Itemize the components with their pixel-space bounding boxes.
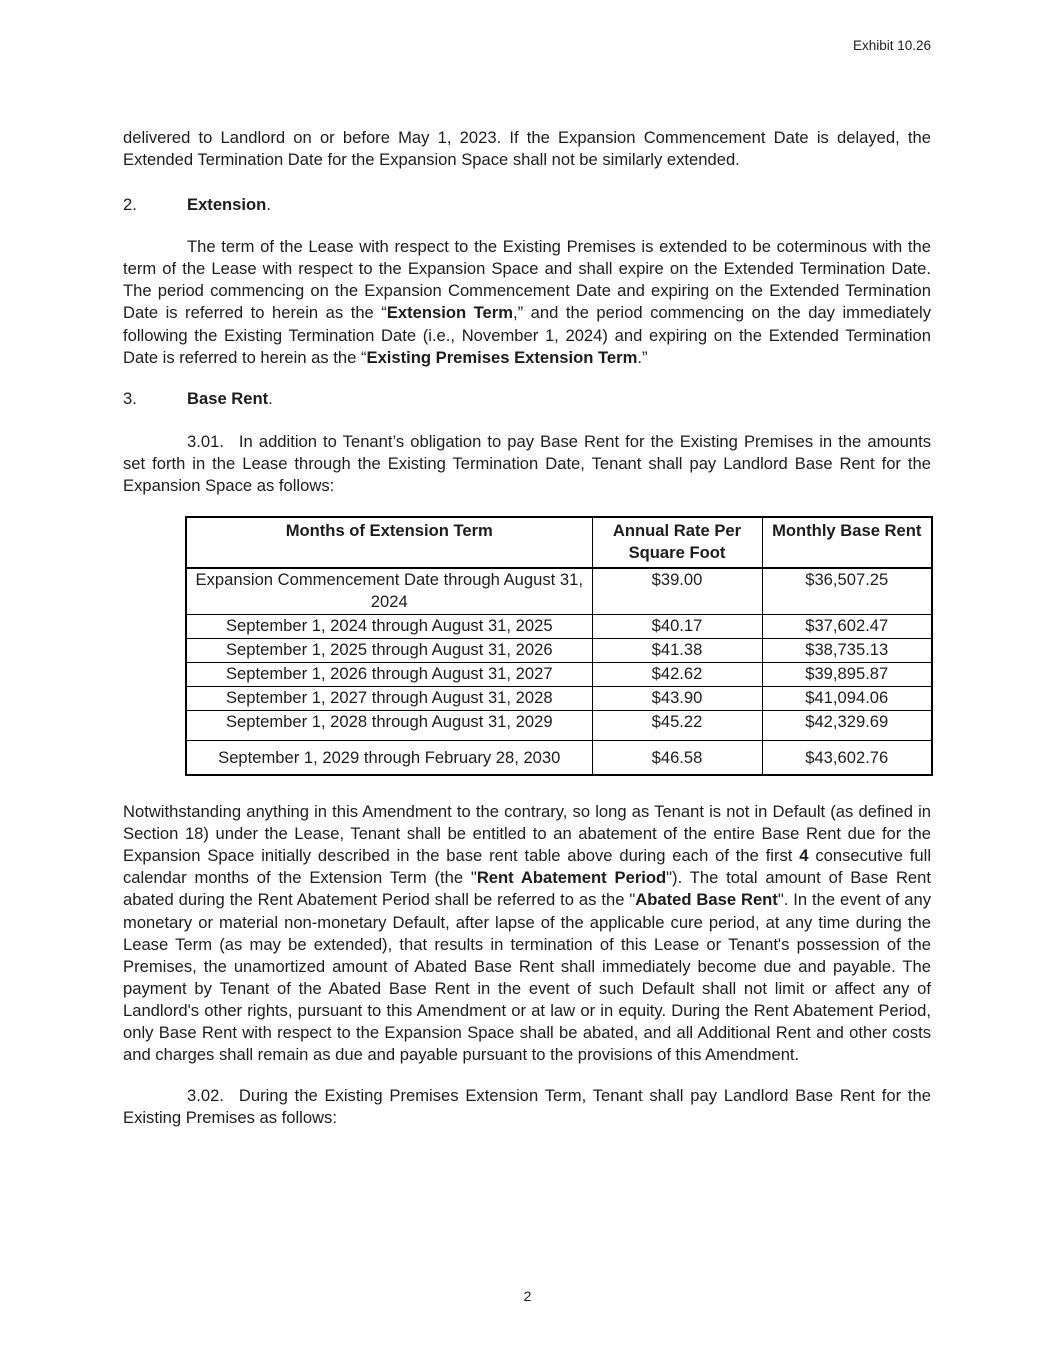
rent-table-header-row [186, 517, 932, 568]
cell-rate: $43.90 [592, 687, 762, 711]
text-run-bold: Abated Base Rent [635, 890, 778, 910]
header-monthly-base-rent: Monthly Base Rent [762, 517, 932, 568]
header-months-of-extension-term: Months of Extension Term [186, 517, 592, 568]
section-title: Extension [187, 195, 267, 215]
cell-rate: $41.38 [592, 639, 762, 663]
paragraph-extension-body [123, 236, 931, 369]
paragraph-3-02 [123, 1085, 931, 1129]
text-run-bold: Existing Premises Extension Term [366, 347, 638, 367]
paragraph-3-01-text: In addition to Tenant’s obligation to pay Base Rent for the Existing Premises in the amounts set forth in the Lease through the Existing Termination Date, Tenant shall pay Landlord Base Rent for the Expansion Space as follows: [123, 431, 931, 495]
table-row [186, 663, 932, 687]
text-run: ,” and the period commencing on the day immediately following the Existing Termination Date (i.e., November 1, 2024) and expiring on the Extended Termination Date is referred to herein as the “ [123, 303, 932, 367]
cell-rate: $45.22 [592, 711, 762, 741]
paragraph-3-01 [123, 431, 931, 497]
cell-rate: $42.62 [592, 663, 762, 687]
text-run: ". In the event of any monetary or material non-monetary Default, after lapse of the applicable cure period, at any time during the Lease Term (as may be extended), that results in termination of this Lease or Tenant's possession of the Premises, the unamortized amount of Abated Base Rent shall immediately become due and payable. The payment by Tenant of the Abated Base Rent in the event of such Default shall not limit or affect any of Landlord's other rights, pursuant to this Amendment or at law or in equity. During the Rent Abatement Period, only Base Rent with respect to the Expansion Space shall be abated, and all Additional Rent and other costs and charges shall remain as due and payable pursuant to the provisions of this Amendment. [123, 890, 931, 1065]
paragraph-rent-abatement [123, 801, 931, 1066]
text-run-bold: Rent Abatement Period [476, 868, 667, 888]
text-run: .” [637, 347, 648, 367]
page-number: 2 [523, 1288, 532, 1304]
exhibit-label: Exhibit 10.26 [852, 38, 931, 53]
cell-rate: $46.58 [592, 741, 762, 776]
cell-months: September 1, 2024 through August 31, 2025 [186, 615, 592, 639]
cell-monthly: $39,895.87 [762, 663, 932, 687]
text-run: The term of the Lease with respect to the Existing Premises is extended to be coterminous with the term of the Lease with respect to the Expansion Space and shall expire on the Extended Termination Date. The period commencing on the Expansion Commencement Date and expiring on the Extended Termination Date is referred to herein as the “ [123, 237, 931, 323]
section-heading-base-rent [123, 388, 931, 410]
cell-monthly: $42,329.69 [762, 711, 932, 741]
paragraph-intro [123, 127, 931, 171]
text-run: consecutive full calendar months of the Extension Term (the " [123, 846, 932, 888]
cell-months: September 1, 2025 through August 31, 2026 [186, 639, 592, 663]
section-suffix: . [268, 388, 273, 408]
section-number: 3. [123, 388, 137, 408]
cell-months: September 1, 2026 through August 31, 2027 [186, 663, 592, 687]
paragraph-3-02-text: During the Existing Premises Extension Term, Tenant shall pay Landlord Base Rent for the Existing Premises as follows: [123, 1086, 931, 1128]
text-run: "). The total amount of Base Rent abated during the Rent Abatement Period shall be referred to as the " [123, 868, 931, 910]
table-row [186, 568, 932, 615]
paragraph-number: 3.01. [187, 431, 224, 451]
section-suffix: . [266, 195, 271, 215]
table-row [186, 615, 932, 639]
cell-months: September 1, 2027 through August 31, 2028 [186, 687, 592, 711]
header-annual-rate-per-square-foot: Annual Rate Per Square Foot [592, 517, 762, 568]
cell-monthly: $43,602.76 [762, 741, 932, 776]
table-row [186, 741, 932, 776]
cell-monthly: $38,735.13 [762, 639, 932, 663]
table-row [186, 687, 932, 711]
cell-rate: $40.17 [592, 615, 762, 639]
text-run: Notwithstanding anything in this Amendment to the contrary, so long as Tenant is not in Default (as defined in Section 18) under the Lease, Tenant shall be entitled to an abatement of the entire Base Rent due for the Expansion Space initially described in the base rent table above during each of the first [123, 802, 931, 866]
cell-months: September 1, 2029 through February 28, 2030 [186, 741, 592, 776]
cell-monthly: $41,094.06 [762, 687, 932, 711]
paragraph-number: 3.02. [187, 1086, 224, 1106]
cell-monthly: $37,602.47 [762, 615, 932, 639]
text-run-bold: Extension Term [386, 303, 513, 323]
section-title: Base Rent [187, 388, 269, 408]
section-number: 2. [123, 195, 137, 215]
cell-months: Expansion Commencement Date through August 31, 2024 [186, 568, 592, 615]
text-run-bold: 4 [799, 846, 809, 866]
paragraph-intro-text: delivered to Landlord on or before May 1, 2023. If the Expansion Commencement Date is delayed, the Extended Termination Date for the Expansion Space shall not be similarly extended. [123, 128, 931, 170]
table-row [186, 639, 932, 663]
section-heading-extension [123, 194, 931, 216]
cell-rate: $39.00 [592, 568, 762, 615]
cell-monthly: $36,507.25 [762, 568, 932, 615]
cell-months: September 1, 2028 through August 31, 2029 [186, 711, 592, 741]
expansion-base-rent-table [185, 516, 933, 776]
table-row [186, 711, 932, 741]
